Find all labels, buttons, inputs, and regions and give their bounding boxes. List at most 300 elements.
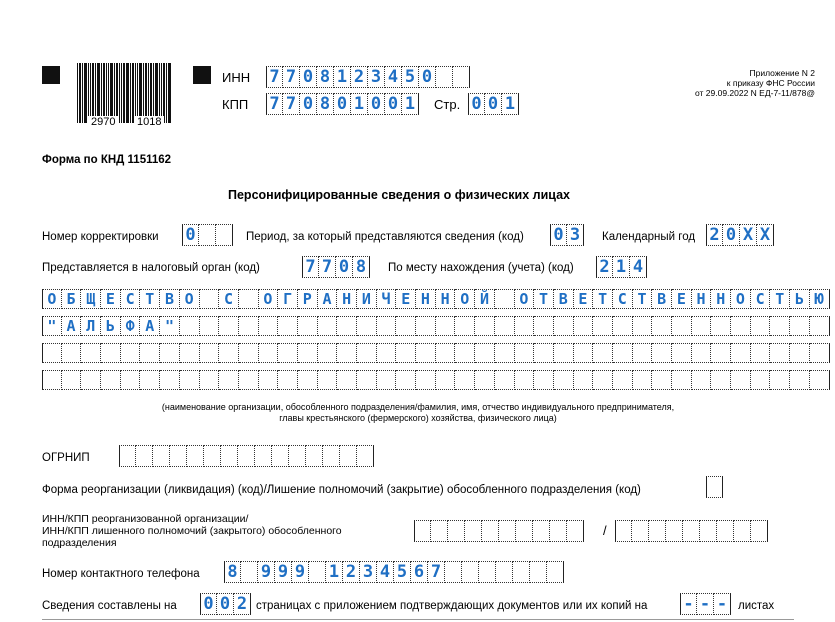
form-cell[interactable] [357,343,377,363]
form-cell[interactable]: О [455,289,475,309]
form-cell[interactable]: 0 [419,66,436,88]
form-cell[interactable] [633,343,653,363]
form-cell[interactable] [516,520,533,542]
form-cell[interactable] [649,520,666,542]
form-cell[interactable] [633,316,653,336]
form-cell[interactable]: Ь [101,316,121,336]
form-cell[interactable] [81,370,101,390]
form-cell[interactable] [357,316,377,336]
form-cell[interactable] [547,561,564,583]
form-cell[interactable] [633,370,653,390]
form-cell[interactable] [731,370,751,390]
form-cell[interactable] [465,520,482,542]
form-cell[interactable]: 1 [351,93,368,115]
form-cell[interactable] [534,316,554,336]
form-cell[interactable] [219,343,239,363]
form-cell[interactable]: О [259,289,279,309]
form-cell[interactable]: 1 [326,561,343,583]
form-cell[interactable] [652,316,672,336]
form-cell[interactable] [239,370,259,390]
form-cell[interactable] [160,343,180,363]
form-cell[interactable]: Щ [81,289,101,309]
copies-field[interactable] [680,593,731,615]
form-cell[interactable] [534,370,554,390]
form-cell[interactable]: 8 [317,66,334,88]
form-cell[interactable] [255,445,272,467]
form-cell[interactable] [790,343,810,363]
form-cell[interactable] [593,343,613,363]
form-cell[interactable]: И [357,289,377,309]
inn-field[interactable] [266,66,470,88]
form-cell[interactable]: 0 [217,593,234,615]
form-cell[interactable] [121,370,141,390]
form-cell[interactable] [377,370,397,390]
form-cell[interactable] [666,520,683,542]
form-cell[interactable]: 4 [630,256,647,278]
form-cell[interactable]: Е [672,289,692,309]
ogrnip-field[interactable] [119,445,374,467]
form-cell[interactable] [436,370,456,390]
form-cell[interactable] [160,370,180,390]
form-cell[interactable] [445,561,462,583]
form-cell[interactable] [416,316,436,336]
form-cell[interactable]: Н [337,289,357,309]
form-cell[interactable]: Ю [810,289,830,309]
form-cell[interactable]: Е [574,289,594,309]
form-cell[interactable]: 7 [319,256,336,278]
form-cell[interactable] [323,445,340,467]
form-cell[interactable] [170,445,187,467]
form-cell[interactable] [101,343,121,363]
form-cell[interactable]: 0 [300,66,317,88]
form-cell[interactable] [475,343,495,363]
form-cell[interactable]: 7 [428,561,445,583]
form-cell[interactable] [318,343,338,363]
form-cell[interactable] [770,343,790,363]
form-cell[interactable] [711,343,731,363]
form-cell[interactable] [554,370,574,390]
pages-label: Сведения составлены на [42,600,177,612]
form-cell[interactable] [495,370,515,390]
form-cell[interactable] [309,561,326,583]
form-cell[interactable] [706,476,723,498]
name-row-2[interactable] [42,316,830,336]
form-cell[interactable] [534,343,554,363]
form-cell[interactable]: Н [692,289,712,309]
form-cell[interactable] [200,316,220,336]
form-cell[interactable] [416,370,436,390]
form-cell[interactable] [119,445,136,467]
form-cell[interactable] [62,370,82,390]
form-cell[interactable] [453,66,470,88]
form-cell[interactable] [414,520,431,542]
form-cell[interactable]: - [680,593,697,615]
form-cell[interactable]: 7 [283,66,300,88]
form-cell[interactable] [140,370,160,390]
form-cell[interactable] [683,520,700,542]
form-cell[interactable] [496,561,513,583]
form-cell[interactable]: 0 [334,93,351,115]
form-cell[interactable] [81,343,101,363]
form-cell[interactable] [632,520,649,542]
form-cell[interactable] [431,520,448,542]
form-cell[interactable]: 5 [402,66,419,88]
form-cell[interactable] [455,343,475,363]
form-cell[interactable]: 1 [402,93,419,115]
form-cell[interactable]: Е [396,289,416,309]
form-cell[interactable]: С [613,289,633,309]
form-cell[interactable]: Т [593,289,613,309]
sheets-label: листах [738,600,775,612]
form-cell[interactable]: 1 [613,256,630,278]
kpp-field[interactable] [266,93,419,115]
form-cell[interactable] [238,445,255,467]
form-cell[interactable] [180,316,200,336]
form-cell[interactable] [479,561,496,583]
form-cell[interactable] [42,343,62,363]
form-cell[interactable]: 7 [302,256,319,278]
form-title: Персонифицированные сведения о физических лицах [228,188,570,202]
form-cell[interactable] [613,370,633,390]
form-cell[interactable] [278,370,298,390]
form-cell[interactable] [289,445,306,467]
reorg-form-field[interactable] [706,476,723,498]
form-cell[interactable] [204,445,221,467]
form-cell[interactable]: 2 [343,561,360,583]
form-cell[interactable]: 0 [336,256,353,278]
form-cell[interactable] [554,343,574,363]
form-cell[interactable] [574,343,594,363]
bottom-divider [42,619,794,620]
form-cell[interactable] [672,343,692,363]
form-cell[interactable]: 2 [234,593,251,615]
form-cell[interactable] [692,343,712,363]
form-cell[interactable] [652,370,672,390]
form-cell[interactable] [734,520,751,542]
form-cell[interactable] [574,316,594,336]
form-cell[interactable] [136,445,153,467]
form-cell[interactable]: 2 [351,66,368,88]
form-cell[interactable]: Б [62,289,82,309]
form-cell[interactable] [318,370,338,390]
form-cell[interactable]: X [740,224,757,246]
form-cell[interactable] [731,343,751,363]
form-cell[interactable] [259,343,279,363]
form-cell[interactable] [200,370,220,390]
form-cell[interactable] [396,370,416,390]
form-cell[interactable] [455,370,475,390]
form-cell[interactable]: Г [278,289,298,309]
form-cell[interactable] [515,316,535,336]
form-cell[interactable]: 5 [394,561,411,583]
form-cell[interactable] [337,316,357,336]
year-field[interactable] [706,224,774,246]
form-cell[interactable] [731,316,751,336]
form-cell[interactable] [567,520,584,542]
form-cell[interactable] [810,343,830,363]
form-cell[interactable] [306,445,323,467]
form-cell[interactable] [396,343,416,363]
form-cell[interactable]: 2 [596,256,613,278]
form-cell[interactable] [42,370,62,390]
form-cell[interactable] [475,316,495,336]
form-cell[interactable] [62,343,82,363]
page-label: Стр. [434,97,461,112]
barcode-left-number: 2970 [88,116,118,128]
form-cell[interactable] [711,316,731,336]
form-cell[interactable]: 0 [550,224,567,246]
form-cell[interactable]: В [554,289,574,309]
form-cell[interactable]: С [751,289,771,309]
form-cell[interactable] [377,343,397,363]
form-cell[interactable]: Ь [790,289,810,309]
form-cell[interactable] [357,445,374,467]
form-cell[interactable]: Н [436,289,456,309]
form-cell[interactable] [416,343,436,363]
form-cell[interactable]: 7 [266,93,283,115]
form-cell[interactable]: А [318,289,338,309]
form-cell[interactable]: С [219,289,239,309]
form-cell[interactable]: 8 [224,561,241,583]
form-cell[interactable] [530,561,547,583]
form-cell[interactable] [298,370,318,390]
form-cell[interactable]: 0 [182,224,199,246]
form-cell[interactable] [751,370,771,390]
form-cell[interactable] [613,343,633,363]
form-cell[interactable]: 8 [353,256,370,278]
form-cell[interactable] [751,316,771,336]
form-cell[interactable]: 2 [706,224,723,246]
form-cell[interactable] [219,370,239,390]
form-cell[interactable] [692,370,712,390]
barcode [77,63,182,123]
form-knd: Форма по КНД 1151162 [42,154,172,166]
form-cell[interactable] [615,520,632,542]
correction-label: Номер корректировки [42,231,159,243]
form-cell[interactable]: 3 [360,561,377,583]
form-cell[interactable]: О [731,289,751,309]
form-cell[interactable]: 7 [283,93,300,115]
form-cell[interactable] [554,316,574,336]
form-cell[interactable] [219,316,239,336]
form-cell[interactable] [340,445,357,467]
phone-field[interactable] [224,561,564,583]
reorg-kpp-field[interactable] [615,520,768,542]
form-cell[interactable] [495,343,515,363]
form-cell[interactable]: О [42,289,62,309]
form-cell[interactable] [180,370,200,390]
form-cell[interactable] [711,370,731,390]
form-cell[interactable]: Р [298,289,318,309]
appendix-line-1: Приложение N 2 [749,68,815,78]
form-cell[interactable] [121,343,141,363]
name-caption-line-1: (наименование организации, обособленного подразделения/фамилия, имя, отчество индивидуального предпринимателя, [161,402,675,412]
form-cell[interactable] [751,343,771,363]
form-cell[interactable]: Т [140,289,160,309]
form-cell[interactable] [652,343,672,363]
form-cell[interactable] [216,224,233,246]
form-cell[interactable] [153,445,170,467]
form-cell[interactable]: 8 [317,93,334,115]
appendix-line-2: к приказу ФНС России [726,78,815,88]
form-cell[interactable]: Т [770,289,790,309]
form-cell[interactable] [377,316,397,336]
form-cell[interactable] [239,289,259,309]
form-cell[interactable]: 0 [468,93,485,115]
form-cell[interactable]: А [62,316,82,336]
form-cell[interactable]: 6 [411,561,428,583]
form-cell[interactable] [199,224,216,246]
pages-field[interactable] [200,593,251,615]
form-cell[interactable]: Ч [377,289,397,309]
form-cell[interactable] [790,370,810,390]
form-cell[interactable]: - [714,593,731,615]
form-cell[interactable] [462,561,479,583]
form-cell[interactable] [278,343,298,363]
form-cell[interactable]: Н [416,289,436,309]
form-cell[interactable]: 0 [300,93,317,115]
form-cell[interactable] [482,520,499,542]
form-cell[interactable] [613,316,633,336]
form-cell[interactable]: Ф [121,316,141,336]
form-cell[interactable] [495,316,515,336]
form-cell[interactable]: 0 [723,224,740,246]
form-cell[interactable] [448,520,465,542]
form-cell[interactable]: " [42,316,62,336]
form-cell[interactable] [550,520,567,542]
form-cell[interactable] [436,316,456,336]
form-cell[interactable] [574,370,594,390]
form-cell[interactable] [337,343,357,363]
form-cell[interactable]: 9 [258,561,275,583]
form-cell[interactable] [396,316,416,336]
form-cell[interactable] [187,445,204,467]
form-cell[interactable] [337,370,357,390]
reorg-inn-field[interactable] [414,520,584,542]
form-cell[interactable] [239,316,259,336]
form-cell[interactable] [241,561,258,583]
form-cell[interactable]: В [652,289,672,309]
form-cell[interactable]: В [160,289,180,309]
form-cell[interactable] [278,316,298,336]
form-cell[interactable]: 0 [368,93,385,115]
form-cell[interactable] [140,343,160,363]
form-cell[interactable] [810,370,830,390]
form-cell[interactable] [533,520,550,542]
form-cell[interactable]: 9 [275,561,292,583]
form-cell[interactable]: 3 [368,66,385,88]
form-cell[interactable] [298,316,318,336]
name-row-1[interactable] [42,289,830,309]
form-cell[interactable] [239,343,259,363]
form-cell[interactable] [436,343,456,363]
form-cell[interactable] [221,445,238,467]
form-cell[interactable] [593,316,613,336]
form-cell[interactable] [770,370,790,390]
form-cell[interactable]: 7 [266,66,283,88]
form-cell[interactable]: Т [633,289,653,309]
form-cell[interactable] [455,316,475,336]
form-cell[interactable]: С [121,289,141,309]
form-cell[interactable]: X [757,224,774,246]
form-cell[interactable]: А [140,316,160,336]
form-cell[interactable] [357,370,377,390]
phone-label: Номер контактного телефона [42,568,200,580]
form-cell[interactable]: " [160,316,180,336]
form-cell[interactable]: - [697,593,714,615]
inn-label: ИНН [222,70,251,85]
form-cell[interactable] [790,316,810,336]
period-field[interactable] [550,224,584,246]
form-cell[interactable] [515,343,535,363]
form-cell[interactable] [475,370,495,390]
form-cell[interactable]: Е [101,289,121,309]
location-field[interactable] [596,256,647,278]
form-cell[interactable]: 1 [334,66,351,88]
pages-text: страницах с приложением подтверждающих документов или их копий на [256,600,648,612]
form-cell[interactable] [495,289,515,309]
form-cell[interactable] [692,316,712,336]
form-cell[interactable] [272,445,289,467]
form-cell[interactable] [180,343,200,363]
form-cell[interactable] [318,316,338,336]
ogrnip-label: ОГРНИП [42,452,90,464]
name-row-4[interactable] [42,370,830,390]
name-row-3[interactable] [42,343,830,363]
form-cell[interactable]: О [515,289,535,309]
form-cell[interactable] [259,370,279,390]
form-cell[interactable]: Н [711,289,731,309]
form-cell[interactable]: 0 [385,93,402,115]
form-cell[interactable] [200,343,220,363]
form-cell[interactable]: 1 [502,93,519,115]
form-cell[interactable]: О [180,289,200,309]
page-field[interactable] [468,93,519,115]
form-cell[interactable] [700,520,717,542]
tax-authority-field[interactable] [302,256,370,278]
form-cell[interactable] [770,316,790,336]
form-cell[interactable] [499,520,516,542]
form-cell[interactable] [672,370,692,390]
form-cell[interactable]: 3 [567,224,584,246]
form-cell[interactable] [717,520,734,542]
form-cell[interactable]: 0 [200,593,217,615]
form-cell[interactable] [298,343,318,363]
form-cell[interactable] [513,561,530,583]
form-cell[interactable]: 4 [385,66,402,88]
form-cell[interactable]: Л [81,316,101,336]
form-cell[interactable]: 4 [377,561,394,583]
tax-authority-label: Представляется в налоговый орган (код) [42,262,260,274]
form-cell[interactable] [810,316,830,336]
reorg-inn-label-1: ИНН/КПП реорганизованной организации/ [42,513,249,525]
form-cell[interactable]: 9 [292,561,309,583]
form-cell[interactable] [436,66,453,88]
form-cell[interactable]: 0 [485,93,502,115]
form-cell[interactable] [751,520,768,542]
form-cell[interactable] [593,370,613,390]
form-cell[interactable] [101,370,121,390]
form-cell[interactable] [200,289,220,309]
form-cell[interactable]: Й [475,289,495,309]
form-cell[interactable] [515,370,535,390]
form-cell[interactable] [672,316,692,336]
form-cell[interactable]: Т [534,289,554,309]
form-cell[interactable] [259,316,279,336]
correction-field[interactable] [182,224,233,246]
barcode-right-number: 1018 [134,116,164,128]
reorg-inn-label-2: ИНН/КПП лишенного полномочий (закрытого) обособленного [42,525,342,537]
